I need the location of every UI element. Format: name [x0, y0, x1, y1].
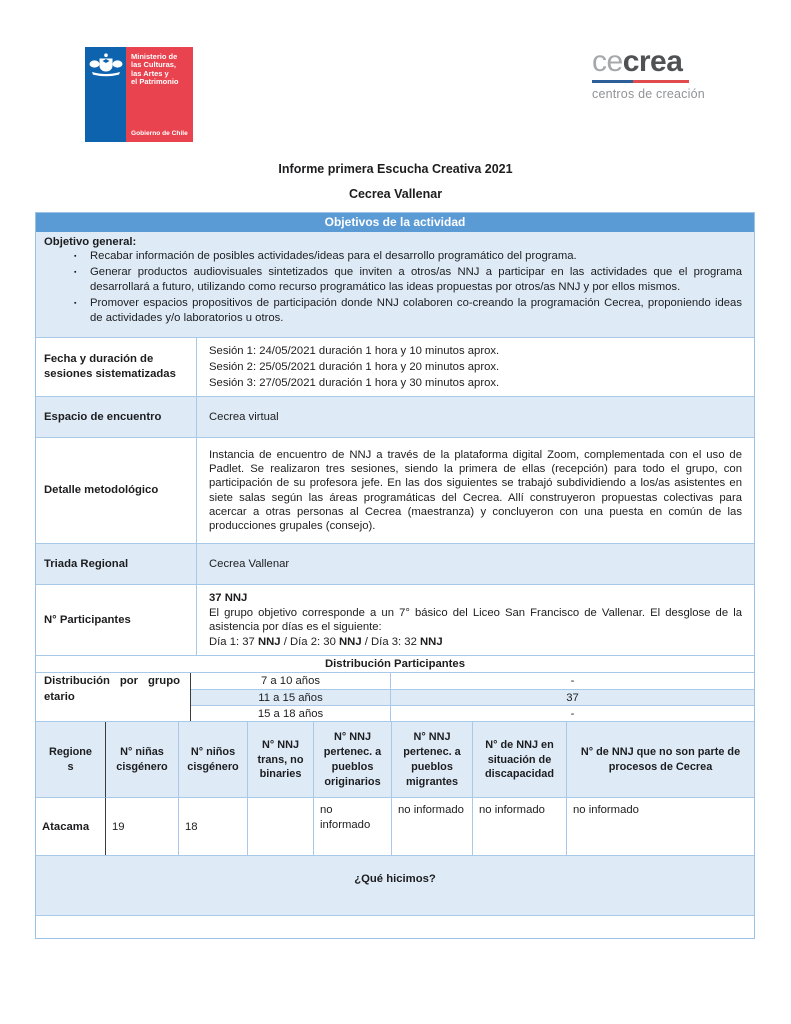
- document-title-line1: Informe primera Escucha Creativa 2021: [278, 162, 513, 176]
- grupo-15-18-row: [191, 705, 754, 721]
- grupo-7-10-valor: -: [570, 675, 575, 688]
- objetivo-bullet-2: [44, 265, 746, 295]
- cecrea-divider-blue: [592, 80, 633, 83]
- grupo-11-15-valor: 37: [566, 691, 579, 704]
- cecrea-logo: [592, 45, 705, 101]
- col-header-ninos-cisgenero: N° niños cisgénero: [178, 722, 247, 797]
- grupo-15-18-label: 15 a 18 años: [191, 706, 391, 721]
- chile-coat-of-arms-icon: [89, 52, 123, 80]
- participantes-descripcion: El grupo objetivo corresponde a un 7° básico del Liceo San Francisco de Vallenar. El desglose de la asistencia por días es el siguiente:: [209, 607, 742, 634]
- col-header-trans-no-binaries: N° NNJ trans, no binaries: [247, 722, 313, 797]
- fecha-duracion-label: Fecha y duración de sesiones sistematizadas: [44, 353, 176, 381]
- empty-row: [36, 915, 754, 938]
- cecrea-wordmark: [592, 46, 692, 78]
- participantes-asistencia: Día 1: 37 NNJ / Día 2: 30 NNJ / Día 3: 32 NNJ: [209, 636, 443, 649]
- cecrea-divider-red: [633, 80, 689, 83]
- section-header-distribucion: Distribución Participantes: [36, 655, 754, 672]
- espacio-encuentro-row: [36, 396, 754, 437]
- cell-region: Atacama: [36, 797, 105, 855]
- objetivo-bullet-1-text: Recabar información de posibles actividades/ideas para el desarrollo programático del programa.: [90, 250, 577, 262]
- distribucion-etaria-rows: [191, 673, 754, 721]
- fecha-duracion-row: [36, 337, 754, 396]
- bullet-icon: ▪: [74, 299, 77, 307]
- participantes-label: N° Participantes: [44, 613, 131, 626]
- document-title-line2: Cecrea Vallenar: [348, 186, 443, 201]
- bullet-icon: ▪: [74, 253, 77, 260]
- detalle-metodologico-row: [36, 437, 754, 543]
- distribucion-etaria-label: Distribución por grupo etario: [36, 673, 191, 721]
- cell-ninos-cisgenero: 18: [178, 797, 247, 855]
- col-header-regiones: Regiones: [36, 722, 105, 797]
- grupo-11-15-row: [191, 689, 754, 705]
- col-header-discapacidad: N° de NNJ en situación de discapacidad: [472, 722, 566, 797]
- cecrea-divider-line: [592, 80, 689, 83]
- espacio-encuentro-label: Espacio de encuentro: [44, 410, 162, 423]
- objetivo-general-label: Objetivo general:: [44, 236, 137, 248]
- objetivo-bullet-2-text: Generar productos audiovisuales sintetizados que inviten a otros/as NNJ a participar en las actividades que el programa desarrollará a futuro, utilizando como recurso programático las ideas propuestas por otros/as NNJ y por ellos mismos.: [90, 265, 742, 293]
- col-header-ninas-cisgenero: N° niñas cisgénero: [105, 722, 178, 797]
- ministry-logo-blue-panel: [85, 47, 126, 142]
- participantes-row: [36, 584, 754, 655]
- section-header-que-hicimos: ¿Qué hicimos?: [36, 855, 754, 915]
- cecrea-tagline: centros de creación: [592, 86, 705, 101]
- col-header-pueblos-migrantes: N° NNJ pertenec. a pueblos migrantes: [391, 722, 472, 797]
- objetivo-bullet-1: [44, 249, 746, 264]
- sesion-1: Sesión 1: 24/05/2021 duración 1 hora y 10 minutos aprox.: [209, 345, 500, 357]
- fecha-duracion-value: [196, 338, 754, 396]
- participantes-value: [196, 585, 754, 655]
- detalle-metodologico-label: Detalle metodológico: [44, 484, 159, 497]
- cell-pueblos-originarios: no informado: [313, 797, 391, 855]
- cecrea-wordmark-bold: crea: [622, 45, 683, 78]
- detalle-metodologico-value: Instancia de encuentro de NNJ a través de la plataforma digital Zoom, complementada con el uso de Padlet. Se realizaron tres sesiones, siendo la primera de ellas (recepción) para todo el grupo, con participación de su profesora jefe. En las dos siguientes se trabajó subdividiendo a los/as asistentes en siete salas según las áreas programáticas del Cecrea. Allí construyeron propuestas colectivas para acercar a otras personas al Cecrea (maestranza) y concluyeron con una puesta en común de las producciones grupales (consejo).: [196, 438, 754, 543]
- triada-regional-value: Cecrea Vallenar: [196, 544, 754, 584]
- ministry-logo-text: Ministerio de las Culturas, las Artes y el Patrimonio: [131, 52, 179, 87]
- objetivo-bullet-3-text: Promover espacios propositivos de participación donde NNJ colaboren co-creando la programación Cecrea, proponiendo ideas de actividades y/o laboratorios u otros.: [90, 296, 742, 324]
- objetivo-general-row: [36, 232, 754, 337]
- ministry-logo-red-panel: [126, 47, 193, 142]
- grupo-11-15-label: 11 a 15 años: [191, 690, 391, 705]
- activity-table: [35, 212, 755, 939]
- cell-ninas-cisgenero: 19: [105, 797, 178, 855]
- espacio-encuentro-value: Cecrea virtual: [196, 397, 754, 437]
- section-header-objetivos: Objetivos de la actividad: [36, 213, 754, 232]
- ministry-logo-footer: Gobierno de Chile: [131, 130, 188, 137]
- cell-discapacidad: no informado: [472, 797, 566, 855]
- bullet-icon: ▪: [74, 268, 77, 276]
- region-demographics-table: [36, 721, 754, 855]
- distribucion-etaria-block: [36, 672, 754, 721]
- grupo-15-18-valor: -: [570, 707, 575, 720]
- triada-regional-label: Triada Regional: [44, 557, 129, 570]
- grupo-7-10-label: 7 a 10 años: [191, 673, 391, 689]
- col-header-pueblos-originarios: N° NNJ pertenec. a pueblos originarios: [313, 722, 391, 797]
- cell-trans-no-binaries: [247, 797, 313, 855]
- grupo-7-10-row: [191, 673, 754, 689]
- participantes-total: 37 NNJ: [209, 592, 248, 605]
- cell-no-parte-cecrea: no informado: [566, 797, 754, 855]
- triada-regional-row: [36, 543, 754, 584]
- col-header-no-parte-cecrea: N° de NNJ que no son parte de procesos de Cecrea: [566, 722, 754, 797]
- ministry-logo: [85, 47, 193, 142]
- cell-pueblos-migrantes: no informado: [391, 797, 472, 855]
- sesion-2: Sesión 2: 25/05/2021 duración 1 hora y 20 minutos aprox.: [209, 361, 500, 374]
- objetivo-bullet-3: [44, 296, 746, 326]
- sesion-3: Sesión 3: 27/05/2021 duración 1 hora y 30 minutos aprox.: [209, 377, 500, 390]
- cecrea-wordmark-light: ce: [592, 45, 623, 78]
